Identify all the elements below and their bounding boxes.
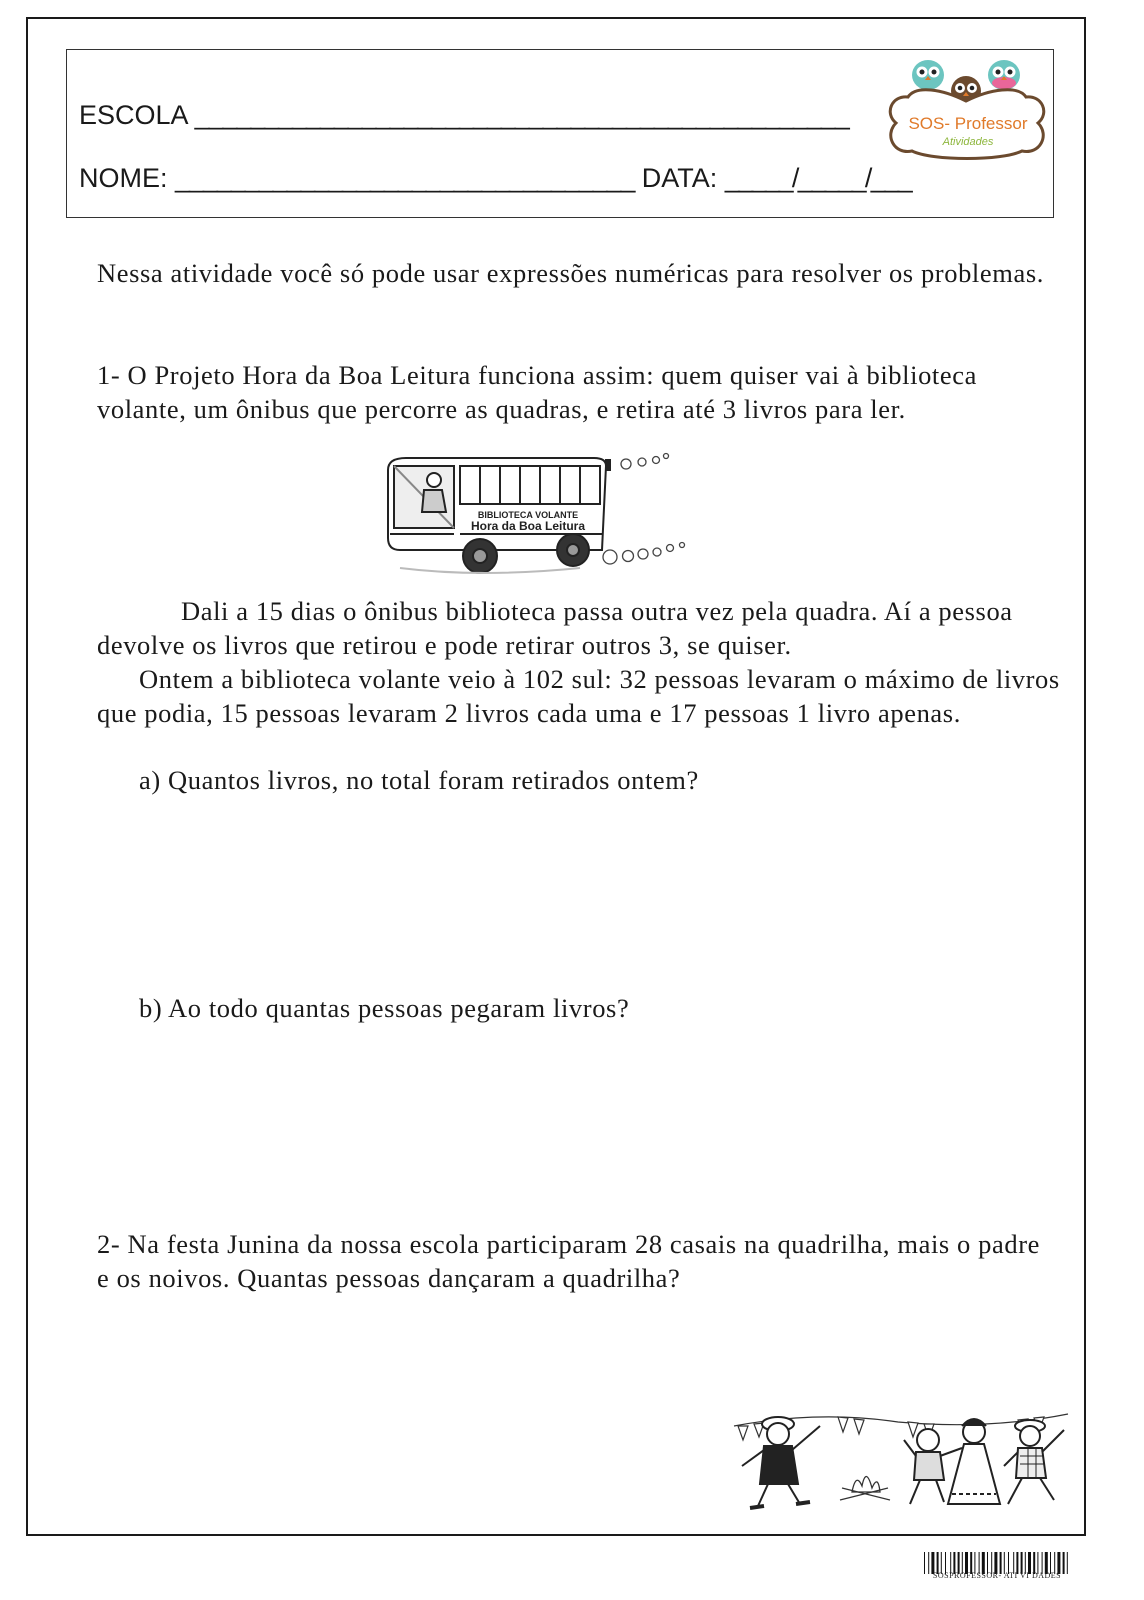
dancing-couple-icon [904,1419,1000,1504]
logo-sub-text: Atividades [942,136,994,148]
owl-right-icon [988,60,1020,90]
q1-paragraph1: Dali a 15 dias o ônibus biblioteca passa outra vez pela quadra. Aí a pessoa devolve os livros que retirou e pode retirar outros 3, se quiser. [97,596,1013,660]
bus-sign-line1: BIBLIOTECA VOLANTE [477,510,579,520]
q1-paragraph2: Ontem a biblioteca volante veio à 102 sul: 32 pessoas levaram o máximo de livros que podia, 15 pessoas levaram 2 livros cada uma e 17 pessoas 1 livro apenas. [97,664,1060,728]
smoke-icon [603,454,685,565]
data-label: DATA: [641,163,718,193]
nome-label: NOME: [79,163,168,193]
bonfire-icon [840,1476,890,1500]
barcode-text: SOSPROFESSOR- ATI VI DADES [932,1571,1062,1580]
escola-label: ESCOLA [79,100,188,130]
q2-statement: 2- Na festa Junina da nossa escola participaram 28 casais na quadrilha, mais o padre e os noivos. Quantas pessoas dançaram a quadrilha? [97,1229,1040,1293]
sos-professor-logo [882,55,1052,165]
dancer-left-icon [742,1417,820,1508]
escola-field[interactable]: _______________________________________________ [194,100,849,130]
festa-junina-dancers [728,1400,1073,1525]
bus-illustration [380,450,700,585]
owl-left-icon [912,60,944,90]
logo-brand-text: SOS- Professor [908,114,1028,133]
intro-text: Nessa atividade você só pode usar expressões numéricas para resolver os problemas. [97,258,1044,288]
nome-row [79,163,911,194]
q1-statement: 1- O Projeto Hora da Boa Leitura funciona assim: quem quiser vai à biblioteca volante, um ônibus que percorre as quadras, e retira até 3 livros para ler. [97,360,977,424]
nome-field[interactable]: _________________________________ [175,163,635,193]
dancer-right-icon [1004,1420,1064,1504]
bus-sign-line2: Hora da Boa Leitura [470,519,586,533]
data-field[interactable]: _____/_____/___ [724,163,912,193]
escola-row [79,100,849,131]
q1-item-a: a) Quantos livros, no total foram retirados ontem? [139,765,699,795]
q1-item-b: b) Ao todo quantas pessoas pegaram livros? [139,993,630,1023]
